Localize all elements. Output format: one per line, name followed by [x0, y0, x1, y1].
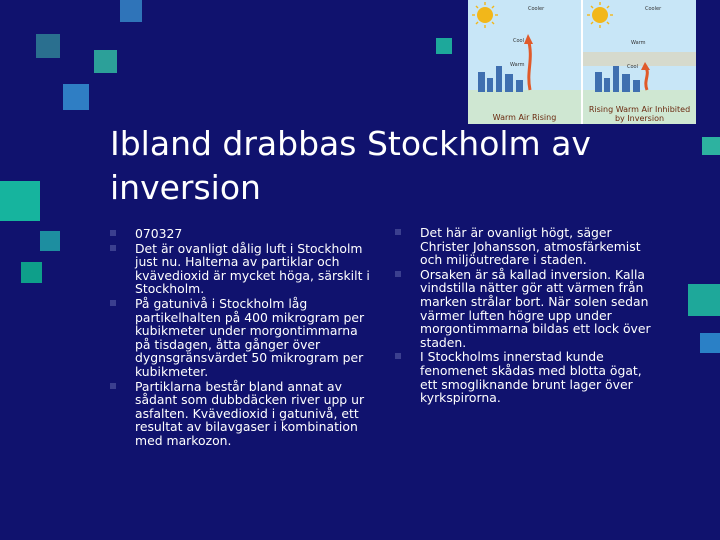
- bullet-text: Partiklarna består bland annat av sådant som dubbdäcken river upp ur asfalten. Kvävedioxid i gatunivå, ett resultat av bilavgaser i kombination med markozon.: [135, 378, 365, 448]
- bullet-text: Det här är ovanligt högt, säger Christer Johansson, atmosfärkemist och miljöutredare i staden.: [420, 225, 641, 268]
- bullet-text: Orsaken är så kallad inversion. Kalla vindstilla nätter gör att värmen från marken strålar bort. När solen sedan värmer luften högre upp under morgontimmarna bildas ett lock över staden.: [420, 266, 651, 350]
- inversion-panel: [583, 0, 696, 124]
- list-item: [135, 380, 373, 448]
- right-bullet-list: [420, 226, 656, 405]
- bullet-text: På gatunivå i Stockholm låg partikelhalten på 400 mikrogram per kubikmeter under morgontimmarna på tisdagen, åtta gånger över dygnsgränsvärdet 50 mikrogram per kubikmeter.: [135, 295, 365, 379]
- bullet-icon: [110, 383, 116, 389]
- bullet-icon: [395, 353, 401, 359]
- bullet-icon: [110, 245, 116, 251]
- decorative-square: [94, 50, 117, 73]
- decorative-square: [63, 84, 89, 110]
- temp-label-cooler: Cooler: [645, 6, 662, 12]
- decorative-square: [40, 231, 60, 251]
- diagram-caption: [583, 105, 696, 123]
- bullet-text: I Stockholms innerstad kunde fenomenet skådas med blotta ögat, ett smogliknande brunt lager över kyrkspirorna.: [420, 349, 642, 406]
- decorative-square: [688, 284, 720, 316]
- slide-title: Ibland drabbas Stockholm av inversion: [110, 124, 591, 207]
- list-item: [420, 350, 656, 404]
- bullet-icon: [110, 300, 116, 306]
- temp-label-warm: Warm: [510, 62, 525, 68]
- decorative-square: [21, 262, 42, 283]
- diagram-caption: Warm Air Rising: [492, 113, 557, 122]
- inversion-diagram: [468, 0, 696, 124]
- decorative-square: [700, 333, 720, 353]
- decorative-square: [0, 181, 40, 221]
- list-item: [420, 268, 656, 350]
- bullet-text: 070327: [135, 226, 183, 241]
- decorative-square: [702, 137, 720, 155]
- bullet-icon: [395, 229, 401, 235]
- bullet-text: Det är ovanligt dålig luft i Stockholm just nu. Halterna av partiklar och kvävedioxid är mycket höga, särskilt i Stockholm.: [135, 240, 370, 297]
- caption-line: Rising Warm Air Inhibited: [588, 105, 691, 114]
- warm-air-rising-panel: [468, 0, 581, 124]
- bullet-icon: [110, 230, 116, 236]
- bullet-icon: [395, 271, 401, 277]
- temp-label-cool: Cool: [627, 64, 638, 70]
- list-item: [135, 227, 373, 241]
- decorative-square: [120, 0, 142, 22]
- temp-label-cool: Cool: [513, 38, 524, 44]
- temp-label-warm: Warm: [631, 40, 646, 46]
- list-item: [135, 297, 373, 379]
- left-bullet-list: [135, 227, 373, 448]
- decorative-square: [436, 38, 452, 54]
- decorative-square: [36, 34, 60, 58]
- list-item: [420, 226, 656, 267]
- caption-line: by Inversion: [614, 114, 665, 123]
- list-item: [135, 242, 373, 296]
- temp-label-cooler: Cooler: [528, 6, 545, 12]
